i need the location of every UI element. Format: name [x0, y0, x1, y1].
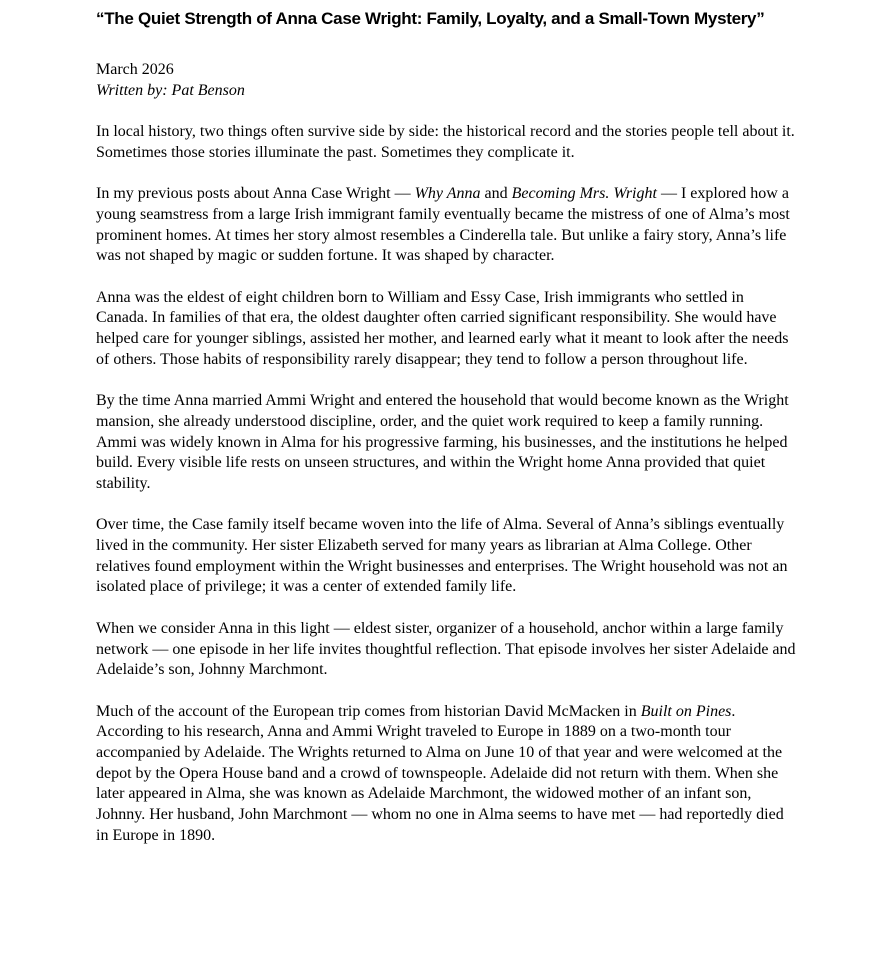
- document-title: “The Quiet Strength of Anna Case Wright: Family, Loyalty, and a Small-Town Mystery”: [96, 9, 765, 28]
- paragraph-3: [96, 288, 797, 371]
- paragraph-7: [96, 702, 797, 847]
- paragraph-6: [96, 619, 797, 681]
- text-run: Much of the account of the European trip comes from historian David McMacken in: [96, 702, 641, 720]
- text-run: . According to his research, Anna and Ammi Wright traveled to Europe in 1889 on a two-month tour accompanied by Adelaide. The Wrights returned to Alma on June 10 of that year and were welcomed at the depot by the Opera House band and a crowd of townspeople. Adelaide did not return with them. When she later appeared in Alma, she was known as Adelaide Marchmont, the widowed mother of an infant son, Johnny. Her husband, John Marchmont — whom no one in Alma seems to have met — had reportedly died in Europe in 1890.: [96, 702, 784, 844]
- paragraph-1: [96, 122, 797, 163]
- paragraph-4: [96, 391, 797, 495]
- paragraph-2: [96, 184, 797, 267]
- article-date: March 2026: [96, 61, 174, 78]
- text-run-italic: Becoming Mrs. Wright: [511, 185, 657, 203]
- text-run: and: [480, 185, 512, 203]
- text-run: By the time Anna married Ammi Wright and entered the household that would become known as the Wright mansion, she already understood discipline, order, and the quiet work required to keep a family running. Ammi was widely known in Alma for his progressive farming, his businesses, and the institutions he helped build. Every visible life rests on unseen structures, and within the Wright home Anna provided that quiet stability.: [96, 392, 789, 492]
- text-run: When we consider Anna in this light — eldest sister, organizer of a household, anchor within a large family network — one episode in her life invites thoughtful reflection. That episode involves her sister Adelaide and Adelaide’s son, Johnny Marchmont.: [96, 619, 796, 679]
- article-byline: Written by: Pat Benson: [96, 82, 245, 99]
- text-run: In my previous posts about Anna Case Wright —: [96, 185, 415, 203]
- text-run: Anna was the eldest of eight children born to William and Essy Case, Irish immigrants who settled in Canada. In families of that era, the oldest daughter often carried significant responsibility. She would have helped care for younger siblings, assisted her mother, and learned early what it meant to look after the needs of others. Those habits of responsibility rarely disappear; they tend to follow a person throughout life.: [96, 288, 789, 368]
- text-run: In local history, two things often survive side by side: the historical record and the stories people tell about it. Sometimes those stories illuminate the past. Sometimes they complicate it.: [96, 123, 795, 161]
- article-body: [96, 122, 797, 847]
- text-run: Over time, the Case family itself became woven into the life of Alma. Several of Anna’s siblings eventually lived in the community. Her sister Elizabeth served for many years as librarian at Alma College. Other relatives found employment within the Wright businesses and enterprises. The Wright household was not an isolated place of privilege; it was a center of extended family life.: [96, 516, 788, 596]
- text-run-italic: Built on Pines: [640, 702, 732, 720]
- text-run: — I explored how a young seamstress from a large Irish immigrant family eventually became the mistress of one of Alma’s most prominent homes. At times her story almost resembles a Cinderella tale. But unlike a fairy story, Anna’s life was not shaped by magic or sudden fortune. It was shaped by character.: [96, 185, 790, 265]
- paragraph-5: [96, 515, 797, 598]
- text-run-italic: Why Anna: [414, 185, 481, 203]
